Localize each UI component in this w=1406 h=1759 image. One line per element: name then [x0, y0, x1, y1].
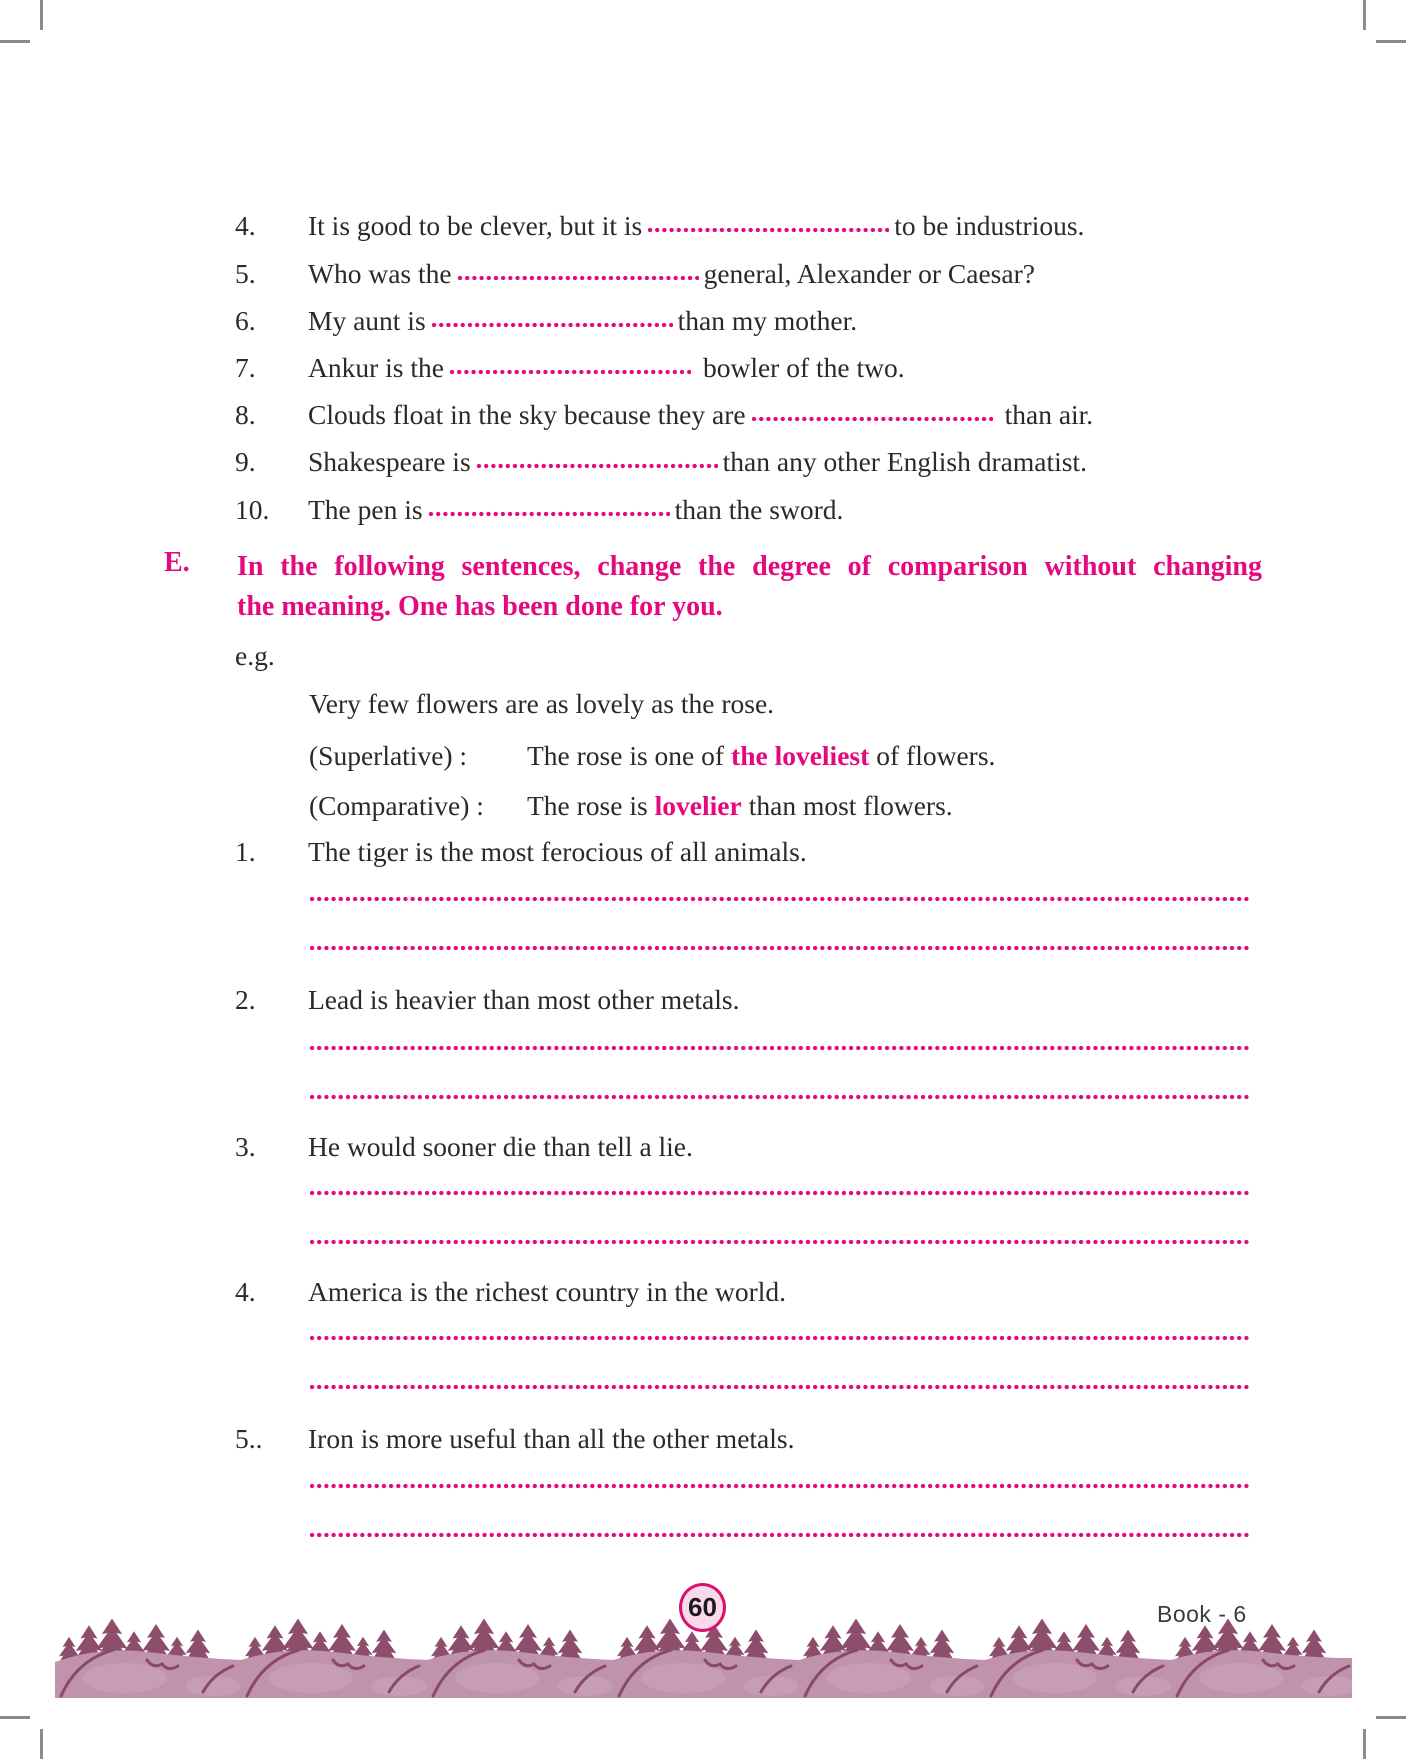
crop-mark-bottom-right-v: [1363, 1729, 1366, 1759]
comparative-pre: The rose is: [527, 790, 648, 821]
example-marker: e.g.: [235, 640, 275, 671]
item-sentence: He would sooner die than tell a lie.: [308, 1131, 693, 1162]
item-number: 3.: [235, 1131, 256, 1162]
section-e-heading: [237, 547, 1262, 627]
sentence-before-blank: Shakespeare is: [308, 446, 471, 477]
item-number: 6.: [235, 305, 256, 336]
answer-line: [309, 894, 1251, 904]
fill-item-6: [235, 304, 857, 337]
blank-dotted-leader: [449, 367, 691, 377]
comparative-label: (Comparative) :: [309, 790, 484, 821]
item-number: 4.: [235, 210, 256, 241]
blank-dotted-leader: [751, 414, 993, 424]
superlative-pre: The rose is one of: [527, 740, 725, 771]
sentence-after-blank: general, Alexander or Caesar?: [703, 258, 1035, 289]
e-item-5: [235, 1422, 794, 1455]
section-e-heading-line1: In the following sentences, change the degree of comparison without changing: [237, 551, 1262, 582]
fill-item-8: [235, 398, 1093, 431]
sentence-before-blank: It is good to be clever, but it is: [308, 210, 643, 241]
example-comparative: [309, 789, 953, 822]
section-e-label: E.: [164, 547, 190, 578]
answer-line: [309, 1333, 1251, 1343]
sentence-before-blank: Ankur is the: [308, 352, 444, 383]
sentence-before-blank: The pen is: [308, 494, 423, 525]
comparative-highlight: lovelier: [654, 790, 742, 821]
crop-mark-top-left-v: [40, 0, 43, 30]
crop-mark-bottom-left-v: [40, 1729, 43, 1759]
section-e-heading-line2: the meaning. One has been done for you.: [237, 591, 723, 622]
page-number-badge: [679, 1583, 726, 1632]
superlative-highlight: the loveliest: [731, 740, 870, 771]
sentence-after-blank: than air.: [1004, 399, 1094, 430]
superlative-post: of flowers.: [876, 740, 996, 771]
answer-line: [309, 1382, 1251, 1392]
e-item-2: [235, 983, 739, 1016]
answer-line: [309, 943, 1251, 953]
blank-dotted-leader: [476, 461, 718, 471]
sentence-before-blank: Clouds float in the sky because they are: [308, 399, 746, 430]
blank-dotted-leader: [647, 225, 889, 235]
item-sentence: Lead is heavier than most other metals.: [308, 984, 740, 1015]
sentence-after-blank: than the sword.: [674, 494, 844, 525]
e-item-3: [235, 1130, 693, 1163]
fill-item-4: [235, 209, 1084, 242]
item-sentence: Iron is more useful than all the other metals.: [308, 1423, 795, 1454]
sentence-before-blank: My aunt is: [308, 305, 426, 336]
comparative-post: than most flowers.: [748, 790, 953, 821]
item-number: 10.: [235, 494, 270, 525]
fill-item-7: [235, 351, 905, 384]
answer-line: [309, 1237, 1251, 1247]
answer-line: [309, 1188, 1251, 1198]
sentence-before-blank: Who was the: [308, 258, 452, 289]
crop-mark-top-right-h: [1376, 40, 1406, 43]
item-number: 5..: [235, 1423, 263, 1454]
item-number: 2.: [235, 984, 256, 1015]
page-number: 60: [688, 1592, 717, 1622]
item-number: 4.: [235, 1276, 256, 1307]
sentence-after-blank: bowler of the two.: [702, 352, 905, 383]
crop-mark-bottom-left-h: [0, 1716, 30, 1719]
item-sentence: America is the richest country in the world.: [308, 1276, 787, 1307]
sentence-after-blank: to be industrious.: [894, 210, 1085, 241]
answer-line: [309, 1530, 1251, 1540]
blank-dotted-leader: [431, 320, 673, 330]
crop-mark-top-left-h: [0, 40, 30, 43]
item-number: 8.: [235, 399, 256, 430]
fill-item-10: [235, 493, 843, 526]
crop-mark-top-right-v: [1363, 0, 1366, 30]
superlative-label: (Superlative) :: [309, 740, 468, 771]
answer-line: [309, 1481, 1251, 1491]
sentence-after-blank: than any other English dramatist.: [722, 446, 1087, 477]
e-item-1: [235, 835, 807, 868]
example-superlative: [309, 739, 995, 772]
item-number: 5.: [235, 258, 256, 289]
item-number: 9.: [235, 446, 256, 477]
sentence-after-blank: than my mother.: [677, 305, 858, 336]
e-item-4: [235, 1275, 786, 1308]
item-number: 1.: [235, 836, 256, 867]
book-label: Book - 6: [1157, 1601, 1247, 1627]
answer-line: [309, 1092, 1251, 1102]
item-sentence: The tiger is the most ferocious of all animals.: [308, 836, 807, 867]
fill-item-5: [235, 257, 1035, 290]
blank-dotted-leader: [428, 509, 670, 519]
crop-mark-bottom-right-h: [1376, 1716, 1406, 1719]
answer-line: [309, 1043, 1251, 1053]
example-sentence: Very few flowers are as lovely as the rose.: [309, 688, 775, 719]
item-number: 7.: [235, 352, 256, 383]
blank-dotted-leader: [457, 273, 699, 283]
fill-item-9: [235, 445, 1087, 478]
